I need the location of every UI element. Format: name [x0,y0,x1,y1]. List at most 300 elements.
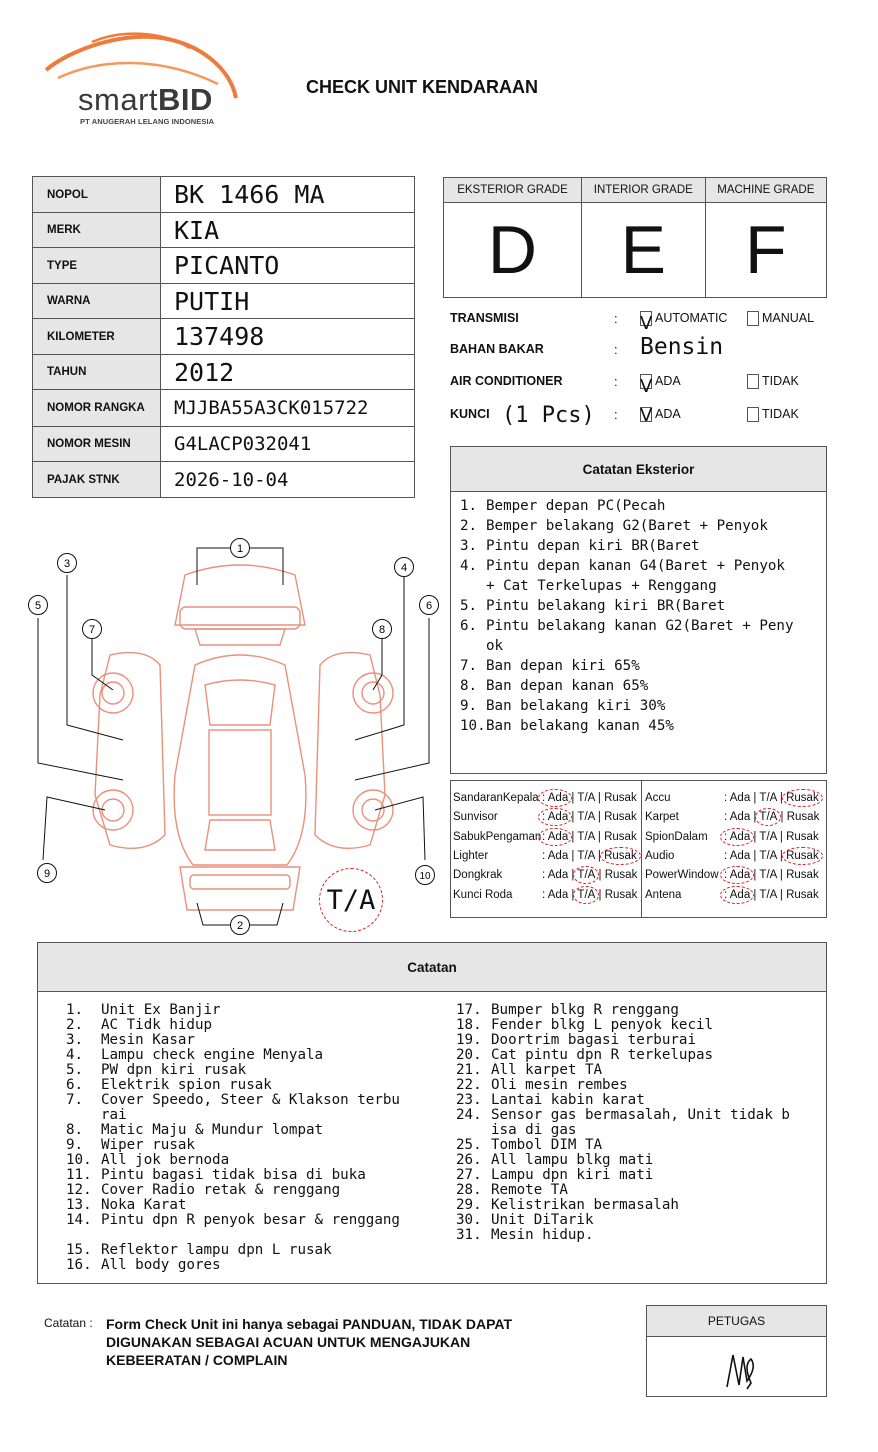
note-number: 8. [460,678,478,694]
vehicle-field-label: KILOMETER [33,319,161,355]
accessory-option[interactable]: : Ada [724,811,751,824]
general-note-item [66,1183,421,1198]
note-text: Oli mesin rembes [491,1077,628,1093]
logo-subtitle: PT ANUGERAH LELANG INDONESIA [80,117,215,126]
general-notes-right-column [456,1003,811,1243]
note-number: 10. [66,1152,92,1168]
note-number: 10. [460,718,486,734]
exterior-note-item [460,676,826,696]
note-text: Unit DiTarik [491,1212,594,1228]
note-number: 14. [66,1212,92,1228]
general-note-item [66,1093,421,1123]
callout-leaders [38,548,429,925]
callout-marker [38,864,57,883]
accessory-option[interactable]: | [779,830,783,843]
exterior-grade-header: EKSTERIOR GRADE [444,178,582,203]
accessory-status-options [542,889,637,901]
note-number: 4. [460,558,478,574]
note-text: Pintu belakang kanan G2(Baret + Peny ok [486,618,794,654]
accessory-option[interactable]: T/A [577,849,595,862]
note-number: 12. [66,1182,92,1198]
note-text: Elektrik spion rusak [101,1077,272,1093]
accessory-option[interactable]: | [598,869,602,882]
vehicle-field-value: 2012 [161,355,415,390]
vehicle-field-value: MJJBA55A3CK015722 [161,390,415,427]
accessory-option[interactable]: T/A [577,811,595,824]
note-text: Ban belakang kiri 30% [486,698,666,714]
colon: : [614,407,618,422]
accessory-option[interactable]: | [598,888,602,901]
accessory-status-options [542,869,637,881]
note-number: 27. [456,1167,482,1183]
accessory-option[interactable]: | [779,869,783,882]
vehicle-field-label: PAJAK STNK [33,462,161,498]
accessory-status-options [724,831,819,843]
car-damage-diagram [25,535,445,935]
note-number: 20. [456,1047,482,1063]
accessory-option[interactable]: T/A [577,869,596,882]
general-note-item [456,1228,811,1243]
accessory-option[interactable]: Rusak [604,792,637,804]
vehicle-row [33,319,415,355]
callout-number: 9 [43,868,51,880]
accessory-option[interactable]: | [571,811,575,824]
kunci-tidak-checkbox[interactable] [747,407,759,422]
callout-marker [373,620,392,639]
general-notes-title: Catatan [38,943,826,992]
callout-marker [416,866,435,885]
note-number: 8. [66,1122,84,1138]
callout-marker [58,554,77,573]
general-note-item [66,1138,421,1153]
general-note-item [66,1198,421,1213]
general-notes-left-column [66,1003,421,1273]
note-text: Pintu dpn R penyok besar & renggang [101,1212,400,1228]
general-note-item [66,1078,421,1093]
automatic-option-label: AUTOMATIC [655,311,728,325]
bahan-bakar-value: Bensin [640,334,724,360]
general-note-item [66,1243,421,1258]
accessory-option[interactable]: Rusak [604,888,638,901]
accessory-option[interactable]: T/A [759,811,778,824]
exterior-notes-title: Catatan Eksterior [451,447,826,492]
general-note-item [456,1078,811,1093]
vehicle-field-label: WARNA [33,284,161,319]
note-text: PW dpn kiri rusak [101,1062,247,1078]
note-number: 16. [66,1257,92,1273]
note-number: 24. [456,1107,482,1123]
vehicle-field-value: PICANTO [161,248,415,284]
accessory-option[interactable]: Rusak [786,792,819,804]
accessory-option[interactable]: | [597,849,601,862]
vehicle-row [33,355,415,390]
note-number: 23. [456,1092,482,1108]
note-number: 28. [456,1182,482,1198]
callout-number: 10 [419,871,431,882]
accessory-option[interactable]: Rusak [786,811,820,824]
grade-table [443,177,827,298]
vehicle-identity-table [32,176,415,498]
general-note-item [456,1108,811,1138]
accessory-option[interactable]: : Ada [542,849,569,862]
accessory-option[interactable]: : Ada [542,869,569,882]
general-note-item [66,1153,421,1168]
general-note-item [66,1018,421,1033]
logo-wordmark: smartBID [78,82,213,117]
vehicle-row [33,390,415,427]
accessory-name: PowerWindow [645,869,719,882]
exterior-note-item [460,516,826,536]
note-text: Fender blkg L penyok kecil [491,1017,714,1033]
note-text: Reflektor lampu dpn L rusak [101,1242,332,1258]
note-text: Lampu check engine Menyala [101,1047,324,1063]
kunci-ada-option-label: ADA [655,407,681,421]
accessory-status-options [724,889,819,901]
general-notes-panel [37,942,827,1284]
note-number: 6. [460,618,478,634]
accessory-option[interactable]: T/A [759,792,777,804]
accessory-option[interactable]: Rusak [604,811,637,824]
note-text: Pintu depan kiri BR(Baret [486,538,700,554]
note-number: 5. [460,598,478,614]
general-note-item [456,1033,811,1048]
exterior-notes-list [451,492,826,736]
note-text: All body gores [101,1257,221,1273]
check-mark-icon: V [640,376,653,397]
callout-marker [231,539,250,558]
accessory-status-options [724,811,819,823]
accessory-status-options [542,811,637,823]
kunci-tidak-option-label: TIDAK [762,407,799,421]
note-number: 22. [456,1077,482,1093]
note-text: Mesin Kasar [101,1032,195,1048]
ac-ada-option-label: ADA [655,374,681,388]
manual-option-label: MANUAL [762,311,815,325]
general-note-item [456,1048,811,1063]
callout-number: 6 [425,600,433,612]
note-text: Ban depan kanan 65% [486,678,649,694]
accessory-option[interactable]: | [779,888,783,901]
general-note-item [456,1168,811,1183]
accessory-option[interactable]: | [753,792,757,804]
note-text: All jok bernoda [101,1152,230,1168]
accessory-option[interactable]: T/A [759,869,777,882]
note-number: 9. [460,698,478,714]
vehicle-row [33,427,415,462]
document-title: CHECK UNIT KENDARAAN [306,77,538,97]
note-text: Bumper blkg R renggang [491,1002,679,1018]
note-number: 30. [456,1212,482,1228]
accessory-name: SandaranKepala [453,792,539,804]
vehicle-row [33,177,415,213]
accessory-option[interactable]: Rusak [604,849,637,862]
accessory-option[interactable]: T/A [577,888,596,901]
colon: : [614,311,618,326]
accessory-option[interactable]: : Ada [724,869,751,882]
vehicle-field-label: NOMOR RANGKA [33,390,161,427]
accessory-name: Karpet [645,811,679,824]
exterior-grade-value: D [444,203,582,298]
note-number: 26. [456,1152,482,1168]
note-text: Noka Karat [101,1197,187,1213]
vehicle-field-label: NOPOL [33,177,161,213]
general-note-item [456,1138,811,1153]
accessory-option[interactable]: Rusak [786,830,819,843]
note-text: Pintu belakang kiri BR(Baret [486,598,726,614]
accessory-name: SpionDalam [645,830,708,843]
note-text: Matic Maju & Mundur lompat [101,1122,324,1138]
accessory-option[interactable]: | [753,849,757,862]
vehicle-field-label: TYPE [33,248,161,284]
note-text: Ban depan kiri 65% [486,658,640,674]
note-text: Pintu depan kanan G4(Baret + Penyok + Cat Terkelupas + Renggang [486,558,785,594]
accessory-option[interactable]: | [753,830,757,843]
note-number: 11. [66,1167,92,1183]
vehicle-row [33,213,415,248]
accessory-option[interactable]: | [597,811,601,824]
note-text: Pintu bagasi tidak bisa di buka [101,1167,366,1183]
accessory-status-options [724,792,819,804]
exterior-note-item [460,496,826,516]
callout-marker [420,596,439,615]
accessory-status-options [542,792,637,804]
car-outline [93,565,393,910]
vehicle-field-value: BK 1466 MA [161,177,415,213]
accessory-option[interactable]: | [571,849,575,862]
note-text: Mesin hidup. [491,1227,594,1243]
accessory-status-options [542,850,637,862]
ac-tidak-checkbox[interactable] [747,374,759,389]
vehicle-row [33,248,415,284]
note-text: Doortrim bagasi terburai [491,1032,696,1048]
note-number: 31. [456,1227,482,1243]
note-text: Kelistrikan bermasalah [491,1197,679,1213]
note-number: 7. [460,658,478,674]
accessory-option[interactable]: | [753,811,757,824]
accessory-option[interactable]: : Ada [724,830,751,843]
vehicle-field-label: TAHUN [33,355,161,390]
vehicle-field-value: PUTIH [161,284,415,319]
vehicle-field-value: G4LACP032041 [161,427,415,462]
note-text: AC Tidk hidup [101,1017,213,1033]
note-number: 1. [66,1002,84,1018]
accessory-option[interactable]: | [571,830,575,843]
accessory-option[interactable]: Rusak [604,869,638,882]
accessory-name: Kunci Roda [453,888,513,901]
general-note-item [456,1003,811,1018]
accessory-option[interactable]: T/A [759,888,777,901]
accessory-option[interactable]: | [597,830,601,843]
vehicle-field-value: KIA [161,213,415,248]
ac-tidak-option-label: TIDAK [762,374,799,388]
callout-number: 7 [88,624,96,636]
accessory-name: Audio [645,849,675,862]
note-text: Tombol DIM TA [491,1137,603,1153]
note-text: Bemper belakang G2(Baret + Penyok [486,518,768,534]
interior-grade-value: E [581,203,705,298]
accessory-option[interactable]: | [753,888,757,901]
accessory-option[interactable]: : Ada [542,888,569,901]
accessory-option[interactable]: Rusak [786,869,819,882]
note-text: Cat pintu dpn R terkelupas [491,1047,714,1063]
vehicle-field-label: NOMOR MESIN [33,427,161,462]
machine-grade-value: F [705,203,826,298]
colon: : [614,342,618,357]
footer-disclaimer: Form Check Unit ini hanya sebagai PANDUAN, TIDAK DAPAT DIGUNAKAN SEBAGAI ACUAN UNTUK MENGAJUKAN KEBEERATAN / COMPLAIN [106,1316,513,1368]
accessory-option[interactable]: | [571,888,575,901]
accessory-name: SabukPengaman [453,830,542,843]
general-note-item [456,1198,811,1213]
footer-label: Catatan : [44,1316,93,1330]
note-text: All lampu blkg mati [491,1152,654,1168]
accessory-option[interactable]: | [779,849,783,862]
check-mark-icon: V [640,313,653,334]
accessory-option[interactable]: T/A [577,830,595,843]
accessory-option[interactable]: : Ada [724,792,751,804]
accessory-name: Antena [645,888,682,901]
callout-number: 2 [236,920,244,932]
note-text: Lampu dpn kiri mati [491,1167,654,1183]
note-number: 5. [66,1062,84,1078]
callout-marker [29,596,48,615]
general-note-item [66,1258,421,1273]
colon: : [614,374,618,389]
accessories-divider [641,780,642,918]
vehicle-row [33,462,415,498]
note-number: 1. [460,498,478,514]
general-note-item [456,1213,811,1228]
note-number: 19. [456,1032,482,1048]
note-text: Bemper depan PC(Pecah [486,498,666,514]
accessory-option[interactable]: | [571,869,575,882]
note-text: Remote TA [491,1182,568,1198]
exterior-note-item [460,616,826,656]
exterior-notes-panel [450,446,827,774]
note-text: Sensor gas bermasalah, Unit tidak b isa di gas [491,1107,790,1138]
ac-label: AIR CONDITIONER [450,374,563,388]
note-number: 2. [66,1017,84,1033]
general-note-item [66,1033,421,1048]
accessory-option[interactable]: | [597,792,601,804]
machine-grade-header: MACHINE GRADE [705,178,826,203]
vehicle-row [33,284,415,319]
callout-number: 4 [400,562,408,574]
general-note-item [456,1183,811,1198]
accessory-option[interactable]: T/A [759,830,777,843]
officer-label: PETUGAS [647,1306,826,1337]
accessory-status-options [724,850,819,862]
note-text: Cover Speedo, Steer & Klakson terbu rai [101,1092,400,1123]
accessory-option[interactable]: : Ada [542,792,569,804]
note-number: 18. [456,1017,482,1033]
accessory-option[interactable]: | [780,811,784,824]
callout-number: 1 [236,543,244,555]
general-note-item [456,1063,811,1078]
officer-signature-box [646,1305,827,1397]
note-number: 25. [456,1137,482,1153]
accessory-option[interactable]: Rusak [786,888,819,901]
general-note-item [66,1213,421,1228]
accessory-option[interactable]: Rusak [786,849,819,862]
accessory-option[interactable]: T/A [759,849,777,862]
transmisi-label: TRANSMISI [450,311,519,325]
note-number: 9. [66,1137,84,1153]
general-note-item [456,1093,811,1108]
note-number: 3. [460,538,478,554]
note-text: Wiper rusak [101,1137,195,1153]
exterior-note-item [460,656,826,676]
callout-number: 8 [378,624,386,636]
manual-checkbox[interactable] [747,311,759,326]
vehicle-field-label: MERK [33,213,161,248]
callout-marker [231,916,250,935]
accessory-option[interactable]: T/A [577,792,595,804]
general-note-item [66,1063,421,1078]
accessory-option[interactable]: | [753,869,757,882]
callout-number: 5 [34,600,42,612]
general-note-item [66,1123,421,1138]
accessory-option[interactable]: | [571,792,575,804]
accessory-option[interactable]: : Ada [724,888,751,901]
exterior-note-item [460,596,826,616]
kunci-label: KUNCI [450,407,490,421]
note-number: 29. [456,1197,482,1213]
exterior-note-item [460,536,826,556]
accessory-option[interactable]: : Ada [542,830,569,843]
general-note-item [66,1048,421,1063]
exterior-note-item [460,696,826,716]
vehicle-field-value: 137498 [161,319,415,355]
exterior-note-item [460,556,826,596]
note-number: 6. [66,1077,84,1093]
general-note-item [66,1003,421,1018]
note-number: 17. [456,1002,482,1018]
accessory-status-options [724,869,819,881]
callout-marker [395,558,414,577]
note-number: 2. [460,518,478,534]
note-number: 21. [456,1062,482,1078]
note-text: Unit Ex Banjir [101,1002,221,1018]
vehicle-field-value: 2026-10-04 [161,462,415,498]
exterior-note-item [460,716,826,736]
accessory-name: Dongkrak [453,869,503,882]
note-number: 4. [66,1047,84,1063]
note-text: All karpet TA [491,1062,603,1078]
accessory-option[interactable]: : Ada [724,849,751,862]
note-number: 7. [66,1092,84,1108]
interior-grade-header: INTERIOR GRADE [581,178,705,203]
accessory-name: Accu [645,792,671,804]
note-text: Ban belakang kanan 45% [486,718,674,734]
ta-stamp: T/A [319,868,383,932]
bahan-bakar-label: BAHAN BAKAR [450,342,544,356]
accessory-option[interactable]: Rusak [604,830,637,843]
accessory-name: Lighter [453,849,489,862]
accessory-option[interactable]: : Ada [542,811,569,824]
accessory-status-options [542,831,637,843]
note-number: 13. [66,1197,92,1213]
check-mark-icon: V [640,405,653,426]
note-text: Lantai kabin karat [491,1092,645,1108]
callout-number: 3 [63,558,71,570]
general-note-item [456,1018,811,1033]
accessory-option[interactable]: | [779,792,783,804]
accessory-name: Sunvisor [453,811,498,824]
general-note-item [456,1153,811,1168]
note-number: 3. [66,1032,84,1048]
kunci-count: (1 Pcs) [502,403,595,428]
general-note-item [66,1168,421,1183]
